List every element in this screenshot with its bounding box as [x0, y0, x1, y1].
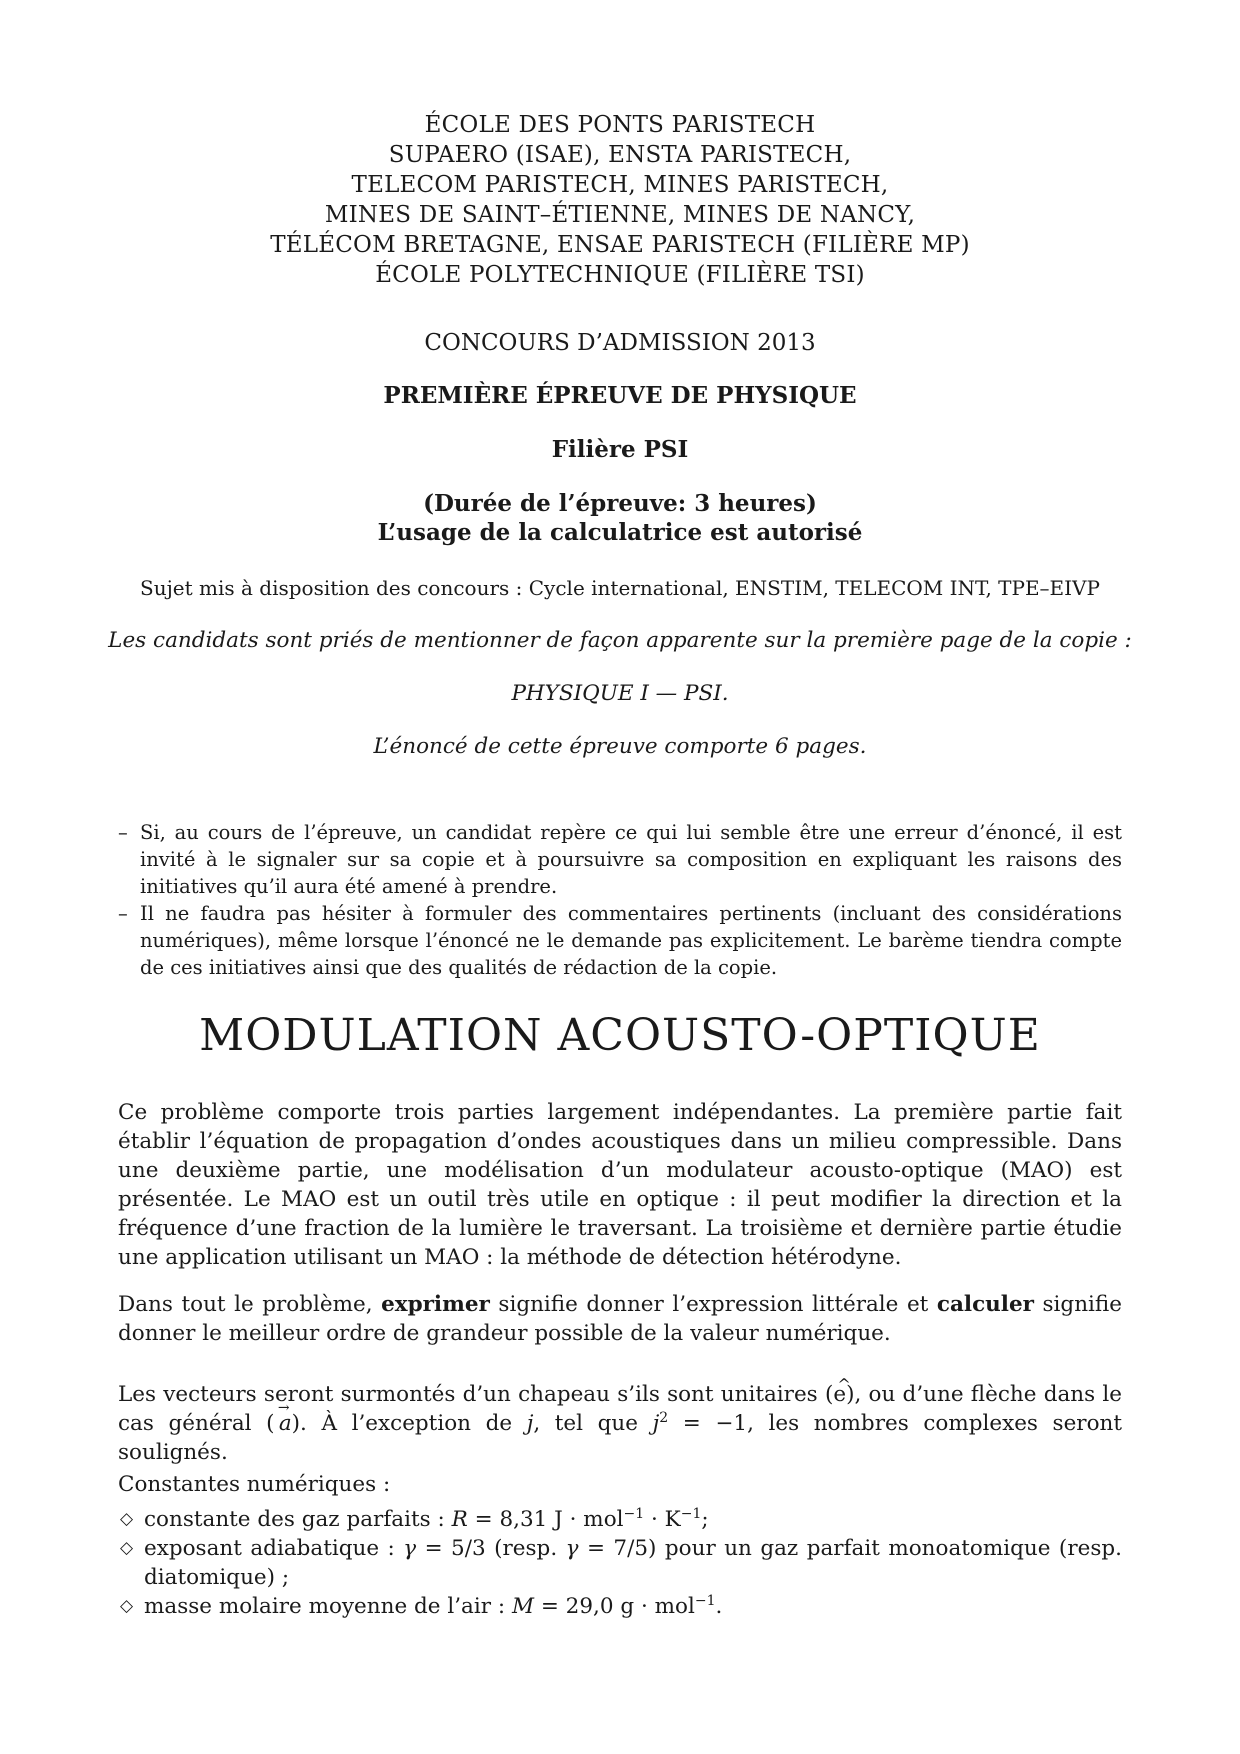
keyword-exprimer: exprimer — [381, 1292, 490, 1317]
constant-item — [118, 1505, 1122, 1534]
dash-marker: – — [118, 821, 128, 844]
constant-symbol: R — [451, 1507, 468, 1532]
constant-label: exposant adiabatique : — [144, 1536, 395, 1561]
duree-label: (Durée de l’épreuve: 3 heures) — [423, 490, 817, 517]
school-line: ÉCOLE POLYTECHNIQUE (FILIÈRE TSI) — [375, 262, 865, 288]
instruction-item — [118, 819, 1122, 900]
imaginary-unit: j — [526, 1411, 534, 1436]
instruction-text: Il ne faudra pas hésiter à formuler des commentaires pertinents (incluant des considérations numériques), même lorsque l’énoncé ne le demande pas explicitement. Le barème tiendra compte de ces initiatives ainsi que des qualités de rédaction de la copie. — [140, 902, 1122, 979]
constant-value: = 5/3 (resp. — [424, 1536, 558, 1561]
vectors-text: ), ou d’une flèche dans le cas général ( — [118, 1382, 1122, 1436]
pages-note: L’énoncé de cette épreuve comporte 6 pages. — [373, 734, 867, 759]
constant-value: = 8,31 J · mol — [474, 1507, 624, 1532]
epreuve-title: PREMIÈRE ÉPREUVE DE PHYSIQUE — [383, 382, 857, 409]
vectors-text: ). À l’exception de — [291, 1411, 513, 1436]
calculatrice-label: L’usage de la calculatrice est autorisé — [377, 519, 863, 546]
punctuation: ; — [701, 1507, 709, 1532]
diamond-bullet-icon: ◇ — [120, 1596, 134, 1616]
school-line: SUPAERO (ISAE), ENSTA PARISTECH, — [388, 142, 852, 168]
dash-marker: – — [118, 902, 128, 925]
schools-list — [0, 110, 1240, 290]
definitions-text: signifie donner le meilleur ordre de grandeur possible de la valeur numérique. — [118, 1292, 1122, 1346]
definitions-text: signifie donner l’expression littérale et — [498, 1292, 929, 1317]
vectors-text: = −1, les nombres complexes seront soulignés. — [118, 1411, 1123, 1465]
vectors-text: , tel que — [533, 1411, 638, 1436]
vectors-text: Les vecteurs seront surmontés d’un chapeau s’ils sont unitaires ( — [118, 1382, 834, 1407]
constant-value: = 29,0 g · mol — [540, 1594, 695, 1619]
diamond-bullet-icon: ◇ — [120, 1509, 134, 1529]
constant-symbol: M — [511, 1594, 534, 1619]
vectors-paragraph — [118, 1380, 1122, 1467]
diamond-bullet-icon: ◇ — [120, 1538, 134, 1558]
definitions-paragraph — [118, 1290, 1122, 1348]
school-line: MINES DE SAINT–ÉTIENNE, MINES DE NANCY, — [324, 202, 916, 228]
school-line: ÉCOLE DES PONTS PARISTECH — [424, 112, 816, 138]
keyword-calculer: calculer — [936, 1292, 1034, 1317]
constant-symbol: γ — [565, 1536, 579, 1561]
definitions-text: Dans tout le problème, — [118, 1292, 373, 1317]
problem-title: MODULATION ACOUSTO-OPTIQUE — [199, 1010, 1041, 1061]
constant-label: masse molaire moyenne de l’air : — [144, 1594, 506, 1619]
constant-item — [118, 1592, 1122, 1621]
vector-arrow-symbol: → a — [279, 1409, 292, 1438]
filiere-label: Filière PSI — [551, 436, 689, 463]
constant-item — [118, 1534, 1122, 1592]
constant-unit: · K — [651, 1507, 681, 1532]
instruction-item — [118, 900, 1122, 981]
constants-list — [118, 1505, 1122, 1621]
punctuation: . — [715, 1594, 723, 1619]
school-line: TELECOM PARISTECH, MINES PARISTECH, — [351, 172, 889, 198]
constant-label: constante des gaz parfaits : — [144, 1507, 445, 1532]
exponent: −1 — [694, 1592, 716, 1609]
constants-heading: Constantes numériques : — [118, 1472, 391, 1497]
exponent: −1 — [623, 1505, 645, 1522]
constant-symbol: γ — [403, 1536, 417, 1561]
intro-paragraph: Ce problème comporte trois parties largement indépendantes. La première partie fait établir l’équation de propagation d’ondes acoustiques dans un milieu compressible. Dans une deuxième partie, une modélisation d’un modulateur acousto-optique (MAO) est présentée. Le MAO est un outil très utile en optique : il peut modifier la direction et la fréquence d’une fraction de la lumière le traversant. La troisième et dernière partie étudie une application utilisant un MAO : la méthode de détection hétérodyne. — [118, 1100, 1122, 1270]
concours-title: CONCOURS D’ADMISSION 2013 — [424, 330, 816, 356]
copie-label: PHYSIQUE I — PSI. — [511, 681, 729, 706]
constants-section — [118, 1470, 1122, 1621]
imaginary-unit: j — [652, 1411, 660, 1436]
instructions-list — [118, 819, 1122, 981]
sujet-note: Sujet mis à disposition des concours : Cycle international, ENSTIM, TELECOM INT, TPE–EIVP — [140, 576, 1100, 600]
mention-note: Les candidats sont priés de mentionner de façon apparente sur la première page de la copie : — [108, 628, 1132, 653]
exponent: −1 — [680, 1505, 702, 1522]
exponent: 2 — [659, 1409, 669, 1426]
unit-vector-symbol: ^ e — [833, 1380, 846, 1409]
instruction-text: Si, au cours de l’épreuve, un candidat repère ce qui lui semble être une erreur d’énoncé, il est invité à le signaler sur sa copie et à poursuivre sa composition en expliquant les raisons des initiatives qu’il aura été amené à prendre. — [140, 821, 1122, 898]
school-line: TÉLÉCOM BRETAGNE, ENSAE PARISTECH (FILIÈRE MP) — [270, 232, 970, 258]
constant-value: = 7/5) pour un gaz parfait monoatomique (resp. diatomique) ; — [144, 1536, 1122, 1590]
